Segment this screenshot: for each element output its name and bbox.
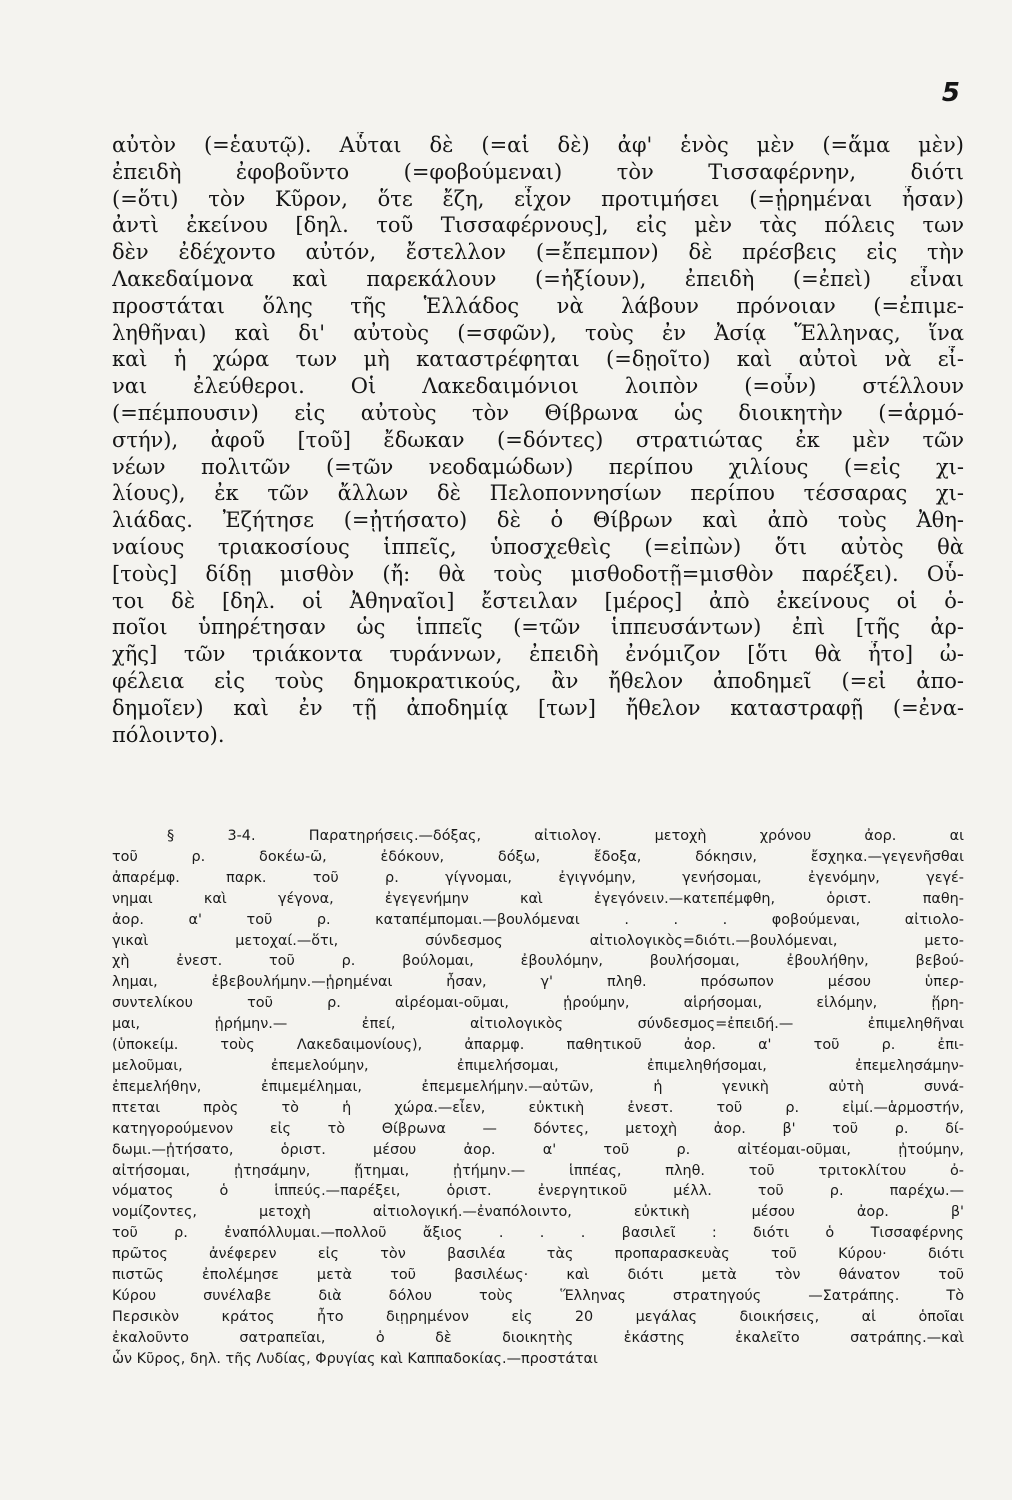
- text-line: τοῦ ρ. ἐναπόλλυμαι.—πολλοῦ ἄξιος . . . βασιλεῖ : διότι ὁ Τισσαφέρνης: [112, 1225, 964, 1242]
- text-line: λίους), ἐκ τῶν ἄλλων δὲ Πελοποννησίων περίπου τέσσαρας χι-: [112, 481, 964, 506]
- text-line: δημοῖεν) καὶ ἐν τῇ ἀποδημίᾳ [των] ἤθελον καταστραφῇ (=ἐνα-: [112, 695, 964, 720]
- text-line: αὐτὸν (=ἑαυτῷ). Αὗται δὲ (=αἱ δὲ) ἀφ' ἑνὸς μὲν (=ἅμα μὲν): [112, 133, 964, 157]
- text-line: νόματος ὁ ἱππεύς.—παρέξει, ὁριστ. ἐνεργητικοῦ μέλλ. τοῦ ρ. παρέχω.—: [112, 1183, 964, 1200]
- text-line: Κύρου συνέλαβε διὰ δόλου τοὺς Ἕλληνας στρατηγούς —Σατράπης. Τὸ: [112, 1287, 964, 1304]
- text-line: πρῶτος ἀνέφερεν εἰς τὸν βασιλέα τὰς προπαρασκευὰς τοῦ Κύρου· διότι: [112, 1246, 964, 1263]
- text-line: νέων πολιτῶν (=τῶν νεοδαμώδων) περίπου χιλίους (=εἰς χι-: [112, 454, 964, 479]
- text-line: Περσικὸν κράτος ἦτο διῃρημένον εἰς 20 μεγάλας διοικήσεις, αἱ ὁποῖαι: [112, 1308, 964, 1325]
- text-line: λημαι, ἐβεβουλήμην.—ᾑρημέναι ἦσαν, γ' πληθ. πρόσωπον μέσου ὑπερ-: [112, 974, 964, 991]
- text-line: καὶ ἡ χώρα των μὴ καταστρέφηται (=δῃοῖτο) καὶ αὐτοὶ νὰ εἶ-: [112, 347, 964, 372]
- text-line: νημαι καὶ γέγονα, ἐγεγενήμην καὶ ἐγεγόνειν.—κατεπέμφθη, ὁριστ. παθη-: [112, 890, 964, 907]
- text-line: ναι ἐλεύθεροι. Οἱ Λακεδαιμόνιοι λοιπὸν (=οὖν) στέλλουν: [112, 374, 964, 399]
- text-line: ἐπειδὴ ἐφοβοῦντο (=φοβούμεναι) τὸν Τισσαφέρνην, διότι: [112, 159, 964, 184]
- text-line: πιστῶς ἐπολέμησε μετὰ τοῦ βασιλέως· καὶ διότι μετὰ τὸν θάνατον τοῦ: [112, 1267, 964, 1284]
- text-line: γικαὶ μετοχαί.—ὅτι, σύνδεσμος αἰτιολογικὸς=διότι.—βουλόμεναι, μετο-: [112, 932, 964, 949]
- text-line: δὲν ἐδέχοντο αὐτόν, ἔστελλον (=ἔπεμπον) δὲ πρέσβεις εἰς τὴν: [112, 240, 964, 265]
- text-line: δωμι.—ᾐτήσατο, ὁριστ. μέσου ἀορ. α' τοῦ ρ. αἰτέομαι-οῦμαι, ᾐτούμην,: [112, 1141, 964, 1158]
- text-line: ποῖοι ὑπηρέτησαν ὡς ἱππεῖς (=τῶν ἱππευσάντων) ἐπὶ [τῆς ἀρ-: [112, 615, 964, 640]
- text-line: τοῦ ρ. δοκέω-ῶ, ἐδόκουν, δόξω, ἔδοξα, δόκησιν, ἔσχηκα.—γεγενῆσθαι: [112, 848, 964, 865]
- text-line: (=πέμπουσιν) εἰς αὐτοὺς τὸν Θίβρωνα ὡς διοικητὴν (=ἁρμό-: [112, 400, 964, 425]
- text-line: μαι, ᾑρήμην.— ἐπεί, αἰτιολογικὸς σύνδεσμος=ἐπειδή.— ἐπιμεληθῆναι: [112, 1016, 964, 1033]
- text-line: ἀντὶ ἐκείνου [δηλ. τοῦ Τισσαφέρνους], εἰς μὲν τὰς πόλεις των: [112, 213, 964, 238]
- notes-section: [112, 826, 964, 1370]
- text-line: χῆς] τῶν τριάκοντα τυράννων, ἐπειδὴ ἐνόμιζον [ὅτι θὰ ἦτο] ὠ-: [112, 642, 964, 667]
- text-line: προστάται ὅλης τῆς Ἑλλάδος νὰ λάβουν πρόνοιαν (=ἐπιμε-: [112, 293, 964, 318]
- text-line: Λακεδαίμονα καὶ παρεκάλουν (=ἠξίουν), ἐπειδὴ (=ἐπεὶ) εἶναι: [112, 266, 964, 291]
- text-line: λιάδας. Ἐζήτησε (=ᾐτήσατο) δὲ ὁ Θίβρων καὶ ἀπὸ τοὺς Ἀθη-: [112, 508, 964, 533]
- text-line: ἀπαρέμφ. παρκ. τοῦ ρ. γίγνομαι, ἐγιγνόμην, γενήσομαι, ἐγενόμην, γεγέ-: [112, 869, 964, 886]
- text-line: ναίους τριακοσίους ἱππεῖς, ὑποσχεθεὶς (=εἰπὼν) ὅτι αὐτὸς θὰ: [112, 534, 964, 559]
- text-line: πόλοιντο).: [112, 722, 225, 747]
- text-line: μελοῦμαι, ἐπεμελούμην, ἐπιμελήσομαι, ἐπιμεληθήσομαι, ἐπεμελησάμην-: [112, 1057, 964, 1074]
- text-line: νομίζοντες, μετοχὴ αἰτιολογική.—ἐναπόλοιντο, εὐκτικὴ μέσου ἀορ. β': [112, 1204, 964, 1221]
- text-line: § 3-4. Παρατηρήσεις.—δόξας, αἰτιολογ. μετοχὴ χρόνου ἀορ. αι: [167, 828, 964, 844]
- text-line: φέλεια εἰς τοὺς δημοκρατικούς, ἂν ἤθελον ἀποδημεῖ (=εἰ ἀπο-: [112, 668, 964, 693]
- text-line: χὴ ἐνεστ. τοῦ ρ. βούλομαι, ἐβουλόμην, βουλήσομαι, ἐβουλήθην, βεβού-: [112, 953, 964, 970]
- text-line: ληθῆναι) καὶ δι' αὐτοὺς (=σφῶν), τοὺς ἐν Ἀσίᾳ Ἕλληνας, ἵνα: [112, 320, 964, 345]
- text-line: αἰτήσομαι, ᾐτησάμην, ᾔτημαι, ᾐτήμην.— ἱππέας, πληθ. τοῦ τριτοκλίτου ὀ-: [112, 1162, 964, 1179]
- text-line: ὧν Κῦρος, δηλ. τῆς Λυδίας, Φρυγίας καὶ Καππαδοκίας.—προστάται: [112, 1350, 598, 1367]
- text-line: συντελίκου τοῦ ρ. αἱρέομαι-οῦμαι, ᾑρούμην, αἱρήσομαι, εἱλόμην, ᾕρη-: [112, 995, 964, 1012]
- text-line: στήν), ἀφοῦ [τοῦ] ἔδωκαν (=δόντες) στρατιώτας ἐκ μὲν τῶν: [112, 427, 964, 452]
- text-line: ἐπεμελήθην, ἐπιμεμέλημαι, ἐπεμεμελήμην.—αὐτῶν, ἡ γενικὴ αὐτὴ συνά-: [112, 1078, 964, 1095]
- text-line: (=ὅτι) τὸν Κῦρον, ὅτε ἔζη, εἶχον προτιμήσει (=ᾑρημέναι ἦσαν): [112, 186, 964, 211]
- text-line: (ὑποκείμ. τοὺς Λακεδαιμονίους), ἀπαρμφ. παθητικοῦ ἀορ. α' τοῦ ρ. ἐπι-: [112, 1037, 964, 1054]
- text-line: [τοὺς] δίδῃ μισθὸν (ἤ: θὰ τοὺς μισθοδοτῇ=μισθὸν παρέξει). Οὗ-: [112, 561, 964, 586]
- page-number: 5: [941, 78, 960, 108]
- text-line: πτεται πρὸς τὸ ἡ χώρα.—εἶεν, εὐκτικὴ ἐνεστ. τοῦ ρ. εἰμί.—ἁρμοστήν,: [112, 1099, 964, 1116]
- main-text: [112, 132, 964, 748]
- text-line: κατηγορούμενον εἰς τὸ Θίβρωνα — δόντες, μετοχὴ ἀορ. β' τοῦ ρ. δί-: [112, 1120, 964, 1137]
- text-line: τοι δὲ [δηλ. οἱ Ἀθηναῖοι] ἔστειλαν [μέρος] ἀπὸ ἐκείνους οἱ ὁ-: [112, 588, 964, 613]
- text-line: ἐκαλοῦντο σατραπεῖαι, ὁ δὲ διοικητὴς ἑκάστης ἐκαλεῖτο σατράπης.—καὶ: [112, 1329, 964, 1346]
- text-line: ἀορ. α' τοῦ ρ. καταπέμπομαι.—βουλόμεναι . . . φοβούμεναι, αἰτιολο-: [112, 911, 964, 928]
